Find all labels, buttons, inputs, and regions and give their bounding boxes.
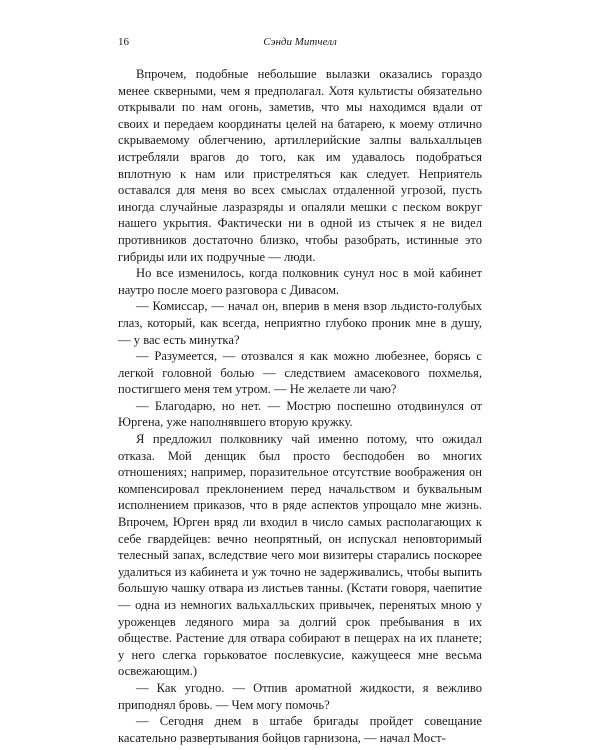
page-number: 16 <box>118 36 129 48</box>
paragraph: — Комиссар, — начал он, вперив в меня взор льдисто-голубых глаз, который, как всегда, неприятно глубоко проник мне в душу, — у вас есть минутка? <box>118 299 482 347</box>
running-head: Сэнди Митчелл <box>263 36 337 48</box>
body-text <box>118 66 482 746</box>
paragraph: — Сегодня днем в штабе бригады пройдет совещание касательно развертывания бойцов гарнизона, — начал Мост- <box>118 714 482 745</box>
paragraph: Но все изменилось, когда полковник сунул нос в мой кабинет наутро после моего разговора с Дивасом. <box>118 266 482 297</box>
page-header <box>118 36 482 50</box>
paragraph: Впрочем, подобные небольшие вылазки оказались гораздо менее скверными, чем я предполагал. Хотя культисты обязательно открывали по нам огонь, заметив, что мы находимся вдали от своих и передаем координаты целей на батарею, к моему отлично скрываемому облегчению, артиллерийские залпы вальхалльцев истребляли врагов до того, как им удавалось подобраться вплотную к нам или пристреляться как следует. Неприятель оставался для меня во всех смыслах отдаленной угрозой, пусть иногда случайные лазразряды и опаляли мешки с песком вокруг нашего укрытия. Фактически ни в одной из стычек я не видел противников достаточно близко, чтобы разобрать, истинные это гибриды или их подручные — люди. <box>118 67 482 264</box>
paragraph: — Разумеется, — отозвался я как можно любезнее, борясь с легкой головной болью — следствием амасекового похмелья, постигшего меня тем утром. — Не желаете ли чаю? <box>118 349 482 397</box>
paragraph: — Как угодно. — Отпив ароматной жидкости, я вежливо приподнял бровь. — Чем могу помочь? <box>118 680 482 712</box>
paragraph: Я предложил полковнику чай именно потому, что ожидал отказа. Мой денщик был просто бесподобен во многих отношениях; например, поразительное отсутствие воображения он компенсировал преклонением перед начальством и буквальным исполнением приказов, что в ряде аспектов упрощало мне жизнь. Впрочем, Юрген вряд ли входил в число самых располагающих к себе гвардейцев: вечно неопрятный, он испускал неповторимый телесный запах, вследствие чего мои визитеры старались поскорее удалиться из кабинета и уж точно не задерживались, чтобы выпить большую чашку отвара из листьев танны. (Кстати говоря, чаепитие — одна из немногих вальхалльских привычек, перенятых мною у уроженцев ледяного мира за долгий срок пребывания в их обществе. Растение для отвара собирают в пещерах на их планете; у него слегка горьковатое послевкусие, кажущееся мне весьма освежающим.) <box>118 432 482 679</box>
paragraph: — Благодарю, но нет. — Мострю поспешно отодвинулся от Юргена, уже наполнявшего вторую кружку. <box>118 398 482 430</box>
